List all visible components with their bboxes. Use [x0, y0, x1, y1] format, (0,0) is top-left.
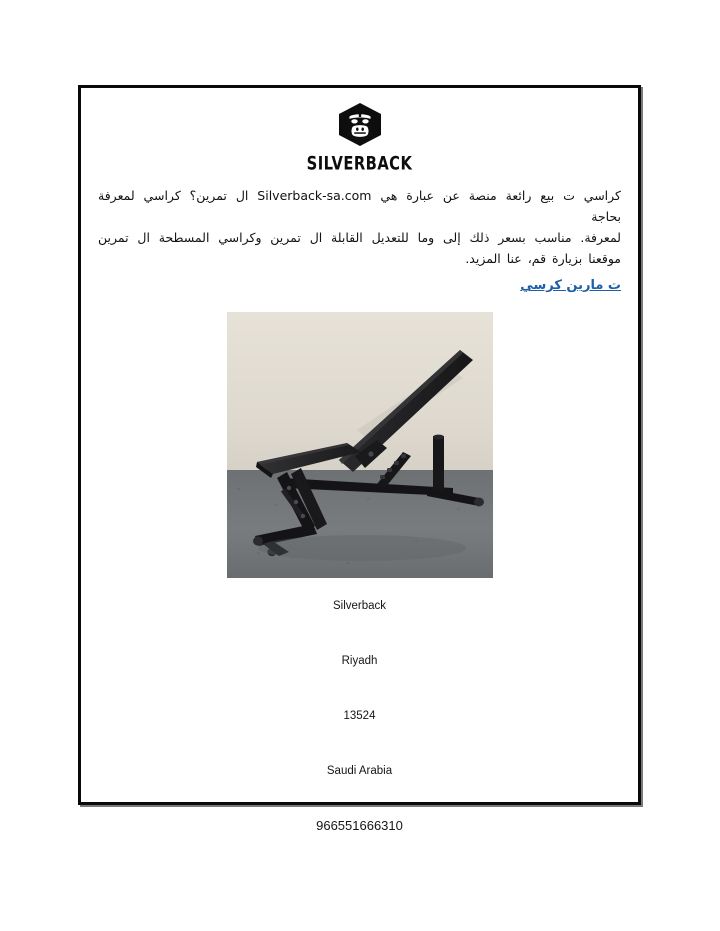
body-paragraph-line-2: لمعرفة. مناسب بسعر ذلك إلى وما للتعديل القابلة ال تمرين وكراسي المسطحة ال تمرين [98, 230, 621, 245]
brand-logo-block [82, 89, 637, 175]
body-paragraph-line-1: كراسي ت بيع رائعة منصة عن عبارة هي Silverback-sa.com ال تمرين؟ كراسي لمعرفة بحاجة [98, 188, 621, 224]
address-phone: 966551666310 [316, 818, 403, 833]
page-content-area [81, 88, 638, 833]
product-link[interactable]: ت مارين كرسي [520, 278, 621, 293]
brand-wordmark: SILVERBACK [306, 152, 413, 175]
address-city: Riyadh [341, 655, 378, 667]
document-page [78, 85, 641, 833]
product-image-block [82, 312, 637, 583]
gorilla-hexagon-logo-icon [336, 102, 384, 146]
adjustable-weight-bench-photo [227, 312, 493, 578]
address-country: Saudi Arabia [326, 765, 393, 777]
body-paragraph-line-3: موقعنا بزيارة قم، عنا المزيد. [465, 251, 621, 266]
address-block [82, 599, 637, 833]
address-postal-code: 13524 [343, 710, 376, 722]
product-link-row [98, 276, 621, 294]
address-company: Silverback [332, 600, 387, 612]
body-paragraph [98, 185, 621, 269]
